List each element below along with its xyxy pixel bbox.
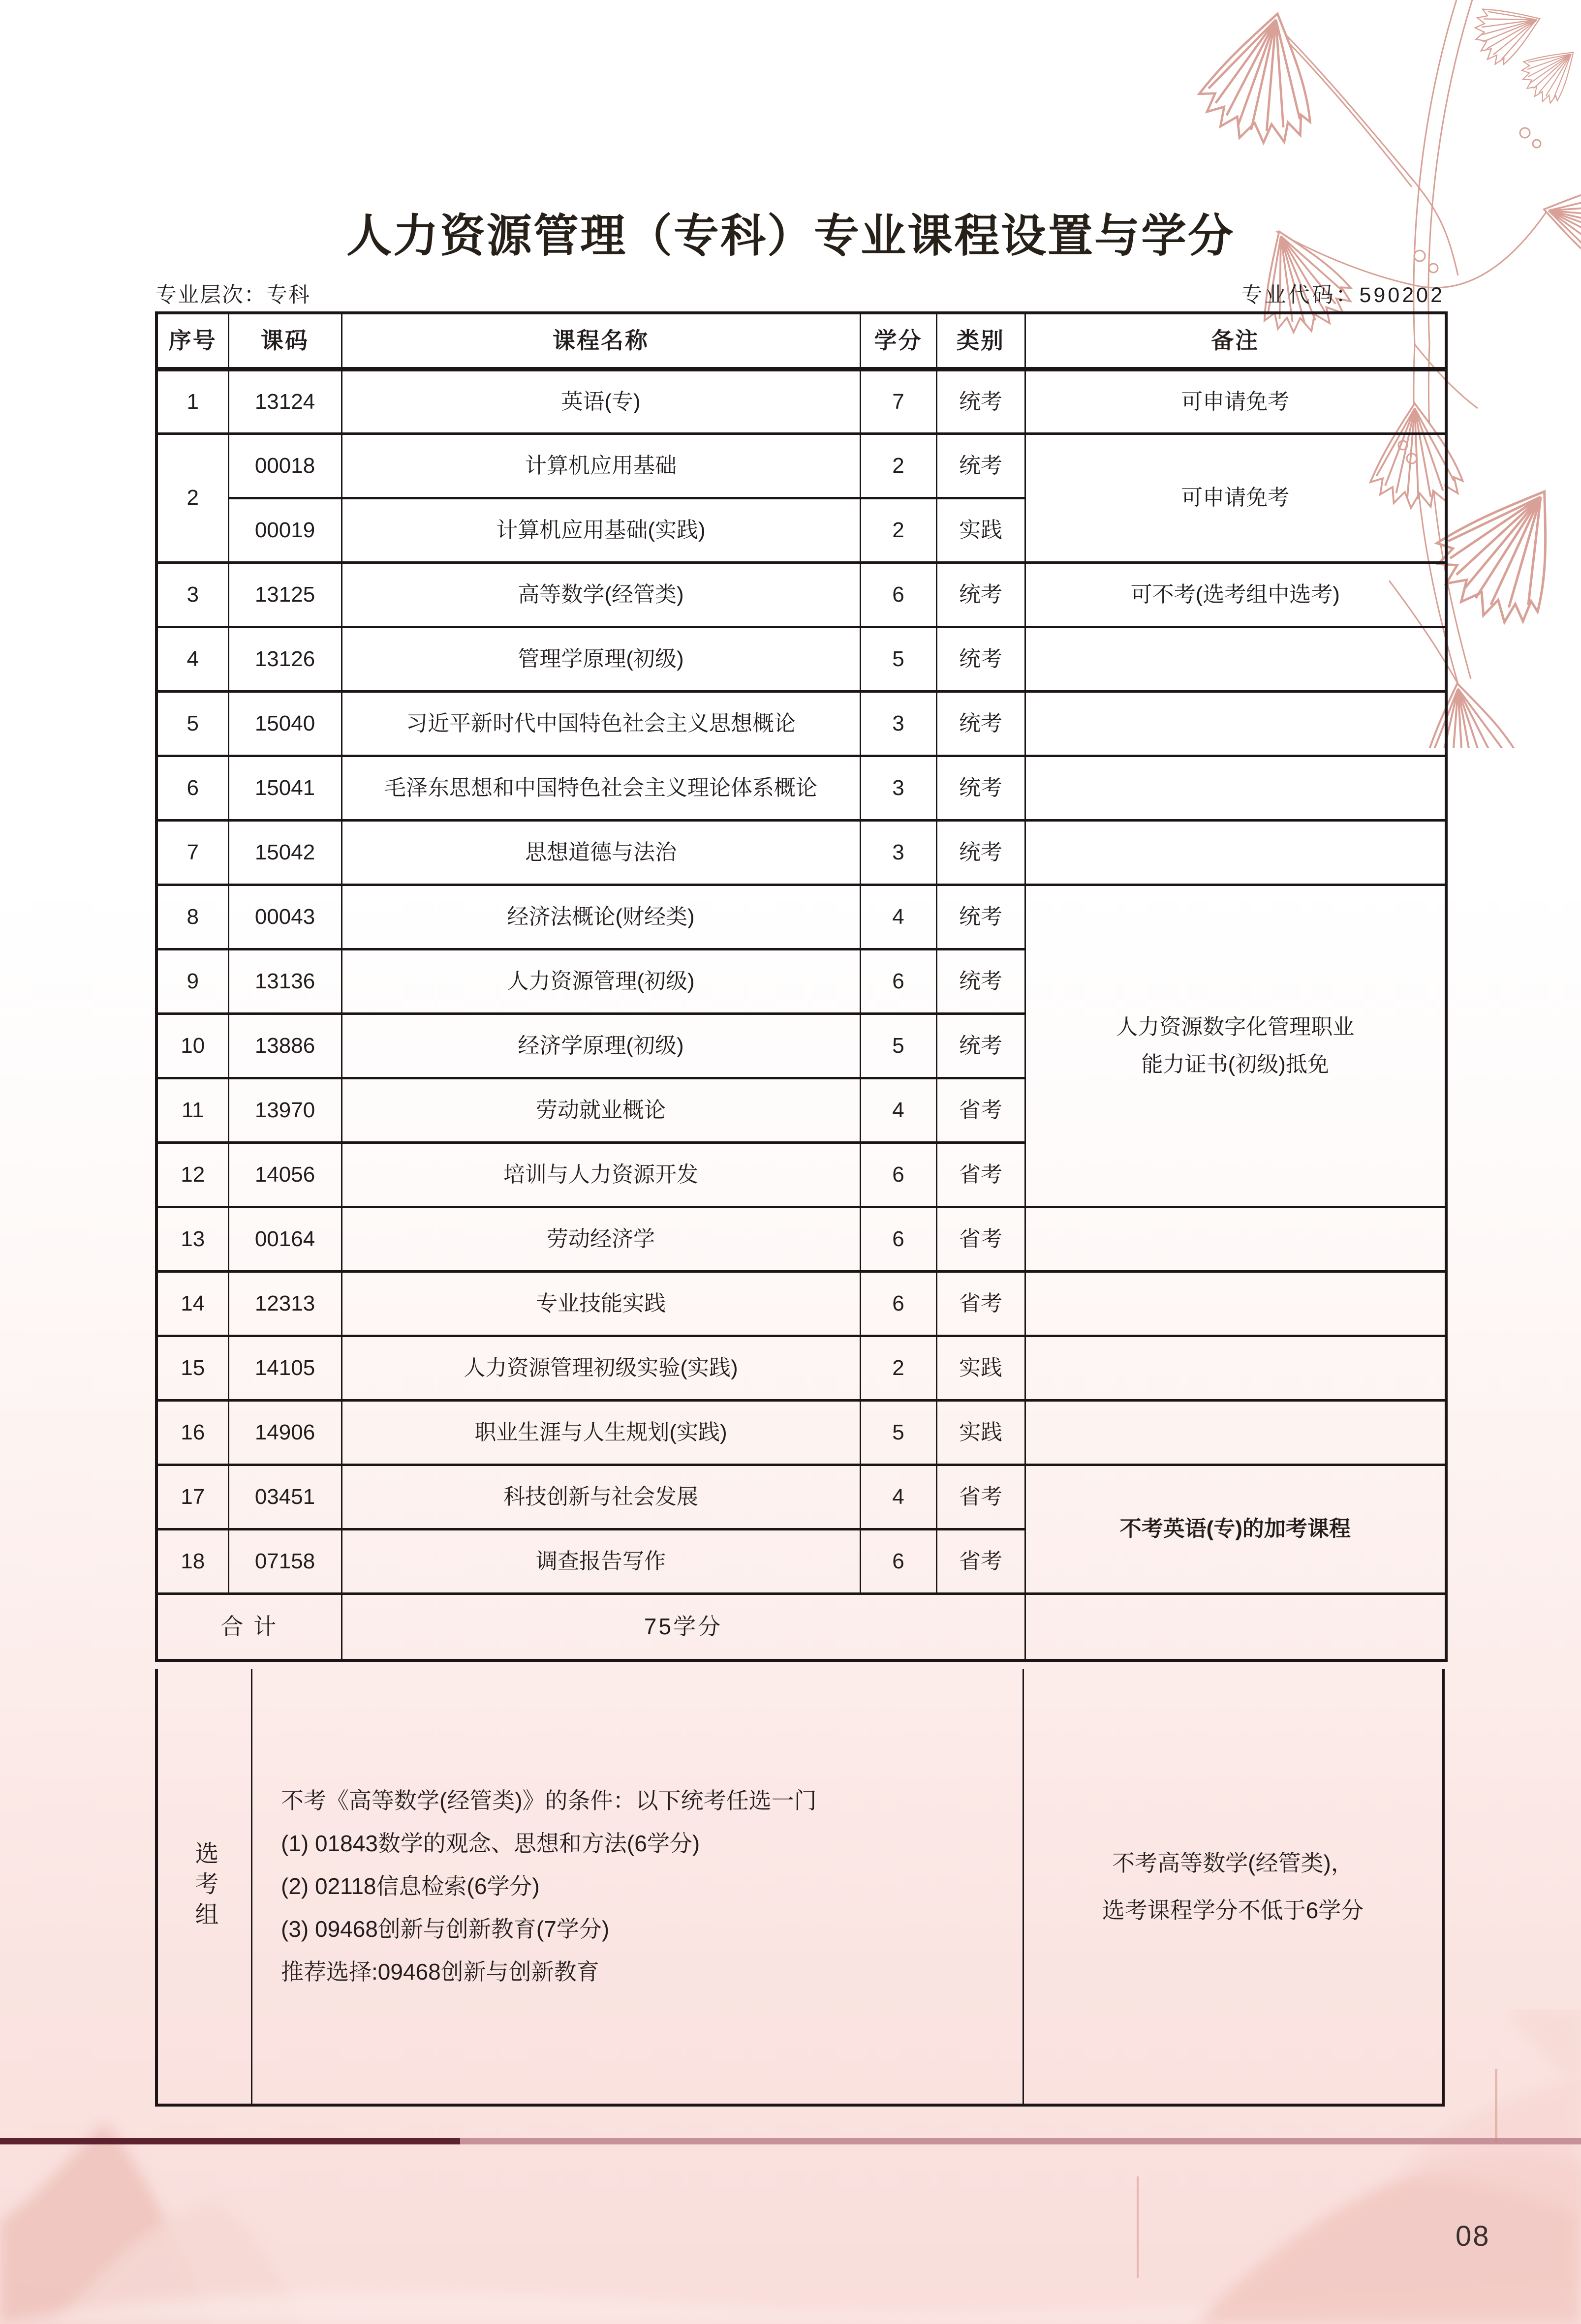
credits-cell: 6 [860,562,936,627]
remark-line: 人力资源数字化管理职业 [1116,1014,1355,1039]
code-cell: 07158 [228,1529,341,1593]
code-cell: 13136 [228,949,341,1013]
credits-cell: 5 [860,1013,936,1078]
elective-note-cell [1023,1669,1442,2104]
credits-cell: 2 [860,498,936,562]
name-cell: 人力资源管理(初级) [341,949,860,1013]
table-row [156,1400,1446,1465]
code-cell: 15040 [228,691,341,756]
credits-cell: 6 [860,1142,936,1207]
code-cell: 14105 [228,1336,341,1400]
type-cell: 省考 [936,1529,1025,1593]
no-cell: 14 [156,1271,228,1336]
table-row [156,562,1446,627]
type-cell: 统考 [936,756,1025,820]
credits-cell: 6 [860,949,936,1013]
type-cell: 统考 [936,820,1025,885]
type-cell: 省考 [936,1078,1025,1142]
table-row [156,1336,1446,1400]
credits-cell: 7 [860,369,936,433]
table-row [156,820,1446,885]
name-cell: 管理学原理(初级) [341,627,860,691]
credits-cell: 6 [860,1207,936,1271]
no-cell: 17 [156,1465,228,1529]
remark-cell [1025,1271,1446,1336]
name-cell: 培训与人力资源开发 [341,1142,860,1207]
footer-rule-light [460,2138,1581,2144]
name-cell: 习近平新时代中国特色社会主义思想概论 [341,691,860,756]
code-cell: 13124 [228,369,341,433]
type-cell: 统考 [936,1013,1025,1078]
credits-cell: 6 [860,1529,936,1593]
no-cell: 2 [156,433,228,562]
type-cell: 统考 [936,562,1025,627]
remark-line: 能力证书(初级)抵免 [1141,1052,1329,1076]
header-remark: 备注 [1025,313,1446,369]
code-cell: 14056 [228,1142,341,1207]
header-no: 序号 [156,313,228,369]
elective-recommend-line: 推荐选择:09468创新与创新教育 [281,1959,599,1985]
program-level-label: 专业层次：专科 [155,283,310,307]
header-type: 类别 [936,313,1025,369]
no-cell: 6 [156,756,228,820]
remark-cell-merged [1025,885,1446,1207]
type-cell: 省考 [936,1465,1025,1529]
table-row [156,1465,1446,1529]
course-table [155,311,1448,1662]
code-cell: 00043 [228,885,341,949]
remark-cell: 可申请免考 [1025,433,1446,562]
no-cell: 10 [156,1013,228,1078]
page-number: 08 [1456,2220,1490,2252]
code-cell: 14906 [228,1400,341,1465]
code-cell: 13126 [228,627,341,691]
remark-cell [1025,820,1446,885]
program-code-label: 专业代码：590202 [1241,283,1445,307]
type-cell: 统考 [936,369,1025,433]
name-cell: 劳动经济学 [341,1207,860,1271]
name-cell: 毛泽东思想和中国特色社会主义理论体系概论 [341,756,860,820]
table-row [156,369,1446,433]
table-row [156,433,1446,498]
name-cell: 调查报告写作 [341,1529,860,1593]
credits-cell: 3 [860,820,936,885]
credits-cell: 3 [860,756,936,820]
no-cell: 12 [156,1142,228,1207]
code-cell: 13970 [228,1078,341,1142]
credits-cell: 5 [860,1400,936,1465]
name-cell: 专业技能实践 [341,1271,860,1336]
name-cell: 经济学原理(初级) [341,1013,860,1078]
code-cell: 00019 [228,498,341,562]
type-cell: 统考 [936,949,1025,1013]
elective-group-section [155,1669,1445,2107]
right-accent-line [1495,2069,1497,2142]
credits-cell: 6 [860,1271,936,1336]
type-cell: 省考 [936,1271,1025,1336]
no-cell: 15 [156,1336,228,1400]
no-cell: 3 [156,562,228,627]
total-label-cell: 合 计 [156,1593,341,1660]
credits-cell: 2 [860,1336,936,1400]
table-row [156,1271,1446,1336]
type-cell: 省考 [936,1142,1025,1207]
remark-cell: 可申请免考 [1025,369,1446,433]
type-cell: 统考 [936,433,1025,498]
elective-group-label: 选考组 [191,1840,217,1932]
name-cell: 计算机应用基础(实践) [341,498,860,562]
type-cell: 省考 [936,1207,1025,1271]
code-cell: 15041 [228,756,341,820]
table-row [156,691,1446,756]
no-cell: 9 [156,949,228,1013]
header-credits: 学分 [860,313,936,369]
no-cell: 11 [156,1078,228,1142]
credits-cell: 5 [860,627,936,691]
credits-cell: 3 [860,691,936,756]
type-cell: 实践 [936,1336,1025,1400]
total-row [156,1593,1446,1660]
remark-cell [1025,1336,1446,1400]
elective-option-line: (2) 02118信息检索(6学分) [281,1873,540,1899]
type-cell: 实践 [936,1400,1025,1465]
credits-cell: 2 [860,433,936,498]
no-cell: 1 [156,369,228,433]
code-cell: 00018 [228,433,341,498]
code-cell: 13125 [228,562,341,627]
elective-condition-line: 不考《高等数学(经管类)》的条件：以下统考任选一门 [281,1788,817,1813]
code-cell: 13886 [228,1013,341,1078]
name-cell: 思想道德与法治 [341,820,860,885]
name-cell: 经济法概论(财经类) [341,885,860,949]
remark-cell: 可不考(选考组中选考) [1025,562,1446,627]
name-cell: 劳动就业概论 [341,1078,860,1142]
elective-options-cell [252,1669,1023,2104]
credits-cell: 4 [860,1078,936,1142]
credits-cell: 4 [860,1465,936,1529]
code-cell: 03451 [228,1465,341,1529]
header-name: 课程名称 [341,313,860,369]
no-cell: 5 [156,691,228,756]
type-cell: 统考 [936,885,1025,949]
elective-note-line: 不考高等数学(经管类)， [1112,1850,1354,1876]
code-cell: 15042 [228,820,341,885]
total-remark-cell [1025,1593,1446,1660]
no-cell: 18 [156,1529,228,1593]
pagoda-silhouette [1137,2176,1139,2278]
type-cell: 实践 [936,498,1025,562]
header-code: 课码 [228,313,341,369]
elective-option-line: (3) 09468创新与创新教育(7学分) [281,1916,610,1942]
name-cell: 人力资源管理初级实验(实践) [341,1336,860,1400]
table-header-row [156,313,1446,369]
remark-cell [1025,756,1446,820]
name-cell: 英语(专) [341,369,860,433]
remark-cell [1025,691,1446,756]
no-cell: 13 [156,1207,228,1271]
credits-cell: 4 [860,885,936,949]
table-row [156,756,1446,820]
table-row [156,885,1446,949]
elective-note-line: 选考课程学分不低于6学分 [1102,1897,1364,1923]
no-cell: 16 [156,1400,228,1465]
elective-option-line: (1) 01843数学的观念、思想和方法(6学分) [281,1831,700,1856]
page-title: 人力资源管理（专科）专业课程设置与学分 [346,211,1235,261]
type-cell: 统考 [936,627,1025,691]
remark-cell [1025,1400,1446,1465]
name-cell: 科技创新与社会发展 [341,1465,860,1529]
table-row [156,627,1446,691]
no-cell: 4 [156,627,228,691]
elective-group-label-cell [158,1669,252,2104]
no-cell: 7 [156,820,228,885]
remark-cell [1025,1207,1446,1271]
code-cell: 00164 [228,1207,341,1271]
total-value-cell: 75学分 [341,1593,1025,1660]
footer-rule-dark [0,2138,460,2144]
name-cell: 计算机应用基础 [341,433,860,498]
name-cell: 高等数学(经管类) [341,562,860,627]
remark-cell [1025,627,1446,691]
table-row [156,1207,1446,1271]
type-cell: 统考 [936,691,1025,756]
remark-cell-merged: 不考英语(专)的加考课程 [1025,1465,1446,1593]
code-cell: 12313 [228,1271,341,1336]
name-cell: 职业生涯与人生规划(实践) [341,1400,860,1465]
no-cell: 8 [156,885,228,949]
